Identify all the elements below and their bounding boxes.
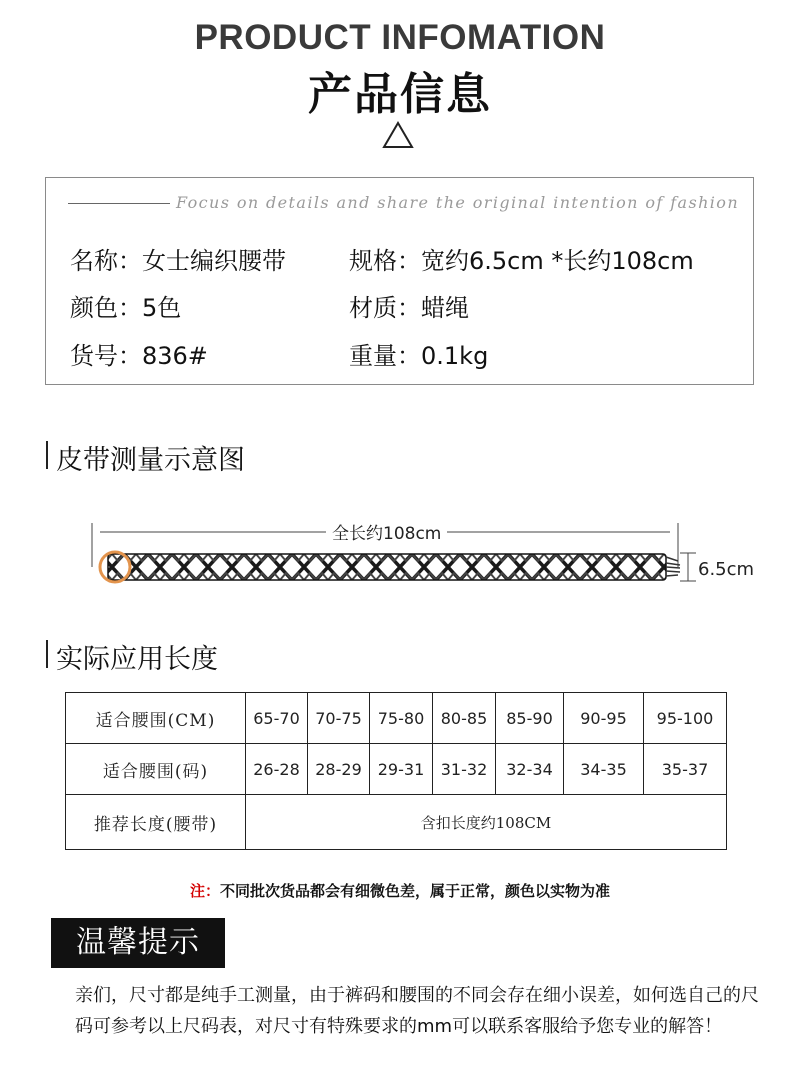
triangle-icon — [381, 120, 415, 150]
tips-text: 亲们，尺寸都是纯手工测量，由于裤码和腰围的不同会存在细小误差，如何选自己的尺码可参考以上尺码表，对尺寸有特殊要求的mm可以联系客服给予您专业的解答！ — [75, 985, 759, 1037]
table-cell: 65-70 — [246, 693, 308, 744]
table-cell: 28-29 — [308, 744, 370, 795]
usage-title: 实际应用长度 — [56, 644, 218, 675]
info-material: 材质：蜡绳 — [349, 294, 469, 322]
total-length-label: 全长约108cm — [326, 519, 447, 544]
row-label: 推荐长度(腰带) — [66, 795, 246, 850]
info-item-no: 货号：836# — [70, 342, 208, 370]
table-cell: 80-85 — [433, 693, 496, 744]
table-cell: 75-80 — [370, 693, 433, 744]
table-row — [66, 693, 727, 744]
table-cell: 31-32 — [433, 744, 496, 795]
table-cell: 29-31 — [370, 744, 433, 795]
tagline: Focus on details and share the original intention of fashion — [176, 193, 740, 212]
color-note — [0, 880, 800, 901]
table-cell: 70-75 — [308, 693, 370, 744]
table-row — [66, 744, 727, 795]
measure-title: 皮带测量示意图 — [56, 445, 245, 476]
size-table — [65, 692, 727, 850]
info-spec: 规格：宽约6.5cm *长约108cm — [349, 247, 694, 275]
recommend-value: 含扣长度约108CM — [246, 795, 727, 850]
table-cell: 90-95 — [564, 693, 644, 744]
width-label: 6.5cm — [698, 559, 755, 580]
table-row — [66, 795, 727, 850]
table-cell: 95-100 — [644, 693, 727, 744]
header-title-cn: 产品信息 — [308, 69, 492, 120]
note-text: 不同批次货品都会有细微色差，属于正常，颜色以实物为准 — [220, 882, 611, 900]
table-cell: 26-28 — [246, 744, 308, 795]
section-bar — [46, 640, 48, 668]
section-bar — [46, 441, 48, 469]
info-weight: 重量：0.1kg — [349, 342, 489, 370]
row-label: 适合腰围(码) — [66, 744, 246, 795]
table-cell: 34-35 — [564, 744, 644, 795]
info-color: 颜色：5色 — [70, 294, 182, 322]
header-title-en: PRODUCT INFOMATION — [194, 18, 606, 57]
info-name: 名称：女士编织腰带 — [70, 247, 286, 275]
table-cell: 85-90 — [496, 693, 564, 744]
tagline-divider — [68, 203, 170, 204]
tips-title: 温馨提示 — [51, 918, 225, 968]
table-cell: 32-34 — [496, 744, 564, 795]
table-cell: 35-37 — [644, 744, 727, 795]
row-label: 适合腰围(CM) — [66, 693, 246, 744]
note-prefix: 注： — [189, 882, 220, 900]
